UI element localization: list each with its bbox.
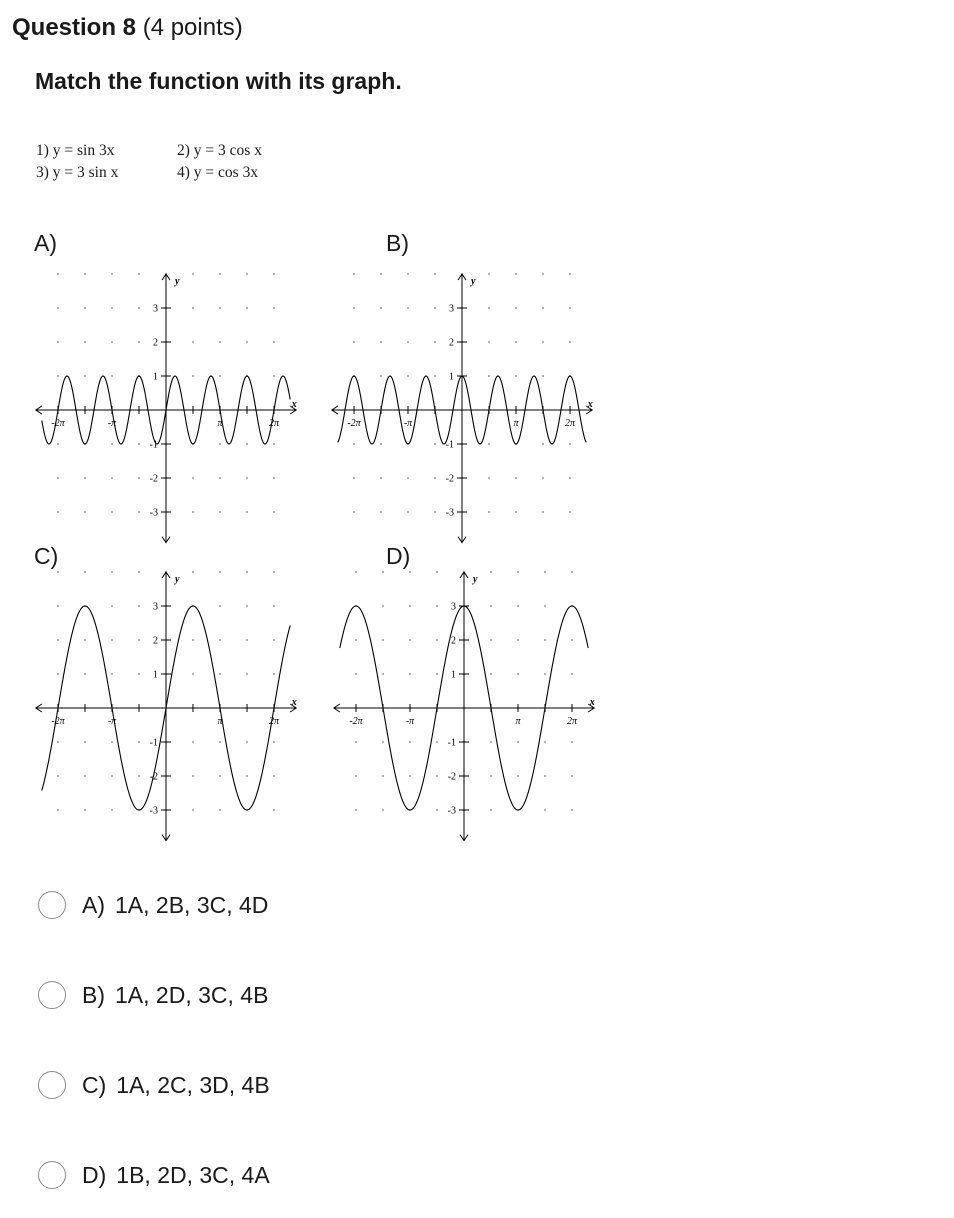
grid-dot bbox=[517, 571, 519, 573]
x-tick-label: 2π bbox=[566, 716, 578, 727]
grid-dot bbox=[355, 639, 357, 641]
x-tick-label: 2π bbox=[268, 418, 280, 429]
y-tick-label: -2 bbox=[149, 771, 158, 783]
y-tick-label: -1 bbox=[445, 439, 454, 451]
grid-dot bbox=[544, 639, 546, 641]
grid-dot bbox=[382, 775, 384, 777]
y-tick-label: -1 bbox=[149, 439, 158, 451]
y-tick-label: -1 bbox=[149, 737, 158, 749]
grid-dot bbox=[409, 639, 411, 641]
y-tick-label: 2 bbox=[153, 635, 158, 647]
grid-dot bbox=[544, 809, 546, 811]
x-tick-label: -2π bbox=[51, 716, 65, 727]
y-tick-label: -1 bbox=[447, 737, 456, 749]
grid-dot bbox=[436, 605, 438, 607]
function-3: 3) y = 3 sin x bbox=[36, 164, 119, 181]
grid-dot bbox=[382, 571, 384, 573]
grid-dot bbox=[409, 775, 411, 777]
grid-dot bbox=[355, 673, 357, 675]
x-tick-label: -2π bbox=[51, 418, 65, 429]
y-tick-label: 3 bbox=[449, 303, 454, 315]
grid-dot bbox=[436, 571, 438, 573]
y-tick-label: -3 bbox=[149, 507, 158, 519]
x-tick-label: -π bbox=[403, 418, 413, 429]
y-tick-label: -2 bbox=[445, 473, 454, 485]
radio-button-d[interactable] bbox=[38, 1161, 66, 1189]
y-tick-label: 2 bbox=[449, 337, 454, 349]
option-letter: A) bbox=[82, 891, 105, 918]
grid-dot bbox=[409, 571, 411, 573]
y-tick-label: 2 bbox=[153, 337, 158, 349]
x-axis-label: x bbox=[587, 399, 593, 410]
option-text: 1A, 2B, 3C, 4D bbox=[115, 891, 269, 918]
grid-dot bbox=[490, 775, 492, 777]
grid-dot bbox=[436, 741, 438, 743]
y-tick-label: 2 bbox=[451, 635, 456, 647]
grid-dot bbox=[382, 741, 384, 743]
x-tick-label: 2π bbox=[268, 716, 280, 727]
option-text: 1A, 2D, 3C, 4B bbox=[115, 981, 269, 1008]
graph-b-label: B) bbox=[386, 230, 409, 256]
x-tick-label: 2π bbox=[564, 418, 576, 429]
grid-dot bbox=[355, 741, 357, 743]
grid-dot bbox=[382, 673, 384, 675]
answer-option-d[interactable] bbox=[38, 1158, 270, 1192]
grid-dot bbox=[571, 673, 573, 675]
x-tick-label: -π bbox=[107, 716, 117, 727]
answer-option-c[interactable] bbox=[38, 1068, 270, 1102]
grid-dot bbox=[490, 605, 492, 607]
radio-button-b[interactable] bbox=[38, 981, 66, 1009]
grid-dot bbox=[544, 741, 546, 743]
y-tick-label: -3 bbox=[149, 805, 158, 817]
x-tick-label: -π bbox=[405, 716, 415, 727]
y-tick-label: 3 bbox=[451, 601, 456, 613]
option-letter: B) bbox=[82, 981, 105, 1008]
x-axis-label: x bbox=[589, 697, 595, 708]
function-2: 2) y = 3 cos x bbox=[177, 142, 262, 159]
y-axis-label: y bbox=[473, 574, 478, 585]
y-tick-label: 1 bbox=[153, 669, 158, 681]
grid-dot bbox=[436, 673, 438, 675]
x-tick-label: π bbox=[217, 418, 223, 429]
question-prompt: Match the function with its graph. bbox=[35, 68, 402, 94]
question-number: Question 8 bbox=[12, 14, 137, 41]
graph-a-label: A) bbox=[34, 230, 57, 256]
y-tick-label: 1 bbox=[451, 669, 456, 681]
y-tick-label: 3 bbox=[153, 303, 158, 315]
function-4: 4) y = cos 3x bbox=[177, 164, 259, 181]
grid-dot bbox=[490, 673, 492, 675]
grid-dot bbox=[490, 639, 492, 641]
grid-dot bbox=[544, 571, 546, 573]
grid-dot bbox=[382, 605, 384, 607]
y-tick-label: 1 bbox=[153, 371, 158, 383]
radio-button-a[interactable] bbox=[38, 891, 66, 919]
grid-dot bbox=[517, 741, 519, 743]
graph-d-label: D) bbox=[386, 543, 411, 569]
grid-dot bbox=[544, 775, 546, 777]
grid-dot bbox=[517, 673, 519, 675]
y-tick-label: -2 bbox=[447, 771, 456, 783]
grid-dot bbox=[436, 809, 438, 811]
option-letter: C) bbox=[82, 1071, 107, 1098]
grid-dot bbox=[490, 571, 492, 573]
grid-dot bbox=[544, 605, 546, 607]
question-points: (4 points) bbox=[142, 14, 243, 41]
y-tick-label: -3 bbox=[447, 805, 456, 817]
grid-dot bbox=[409, 673, 411, 675]
option-text: 1A, 2C, 3D, 4B bbox=[116, 1071, 270, 1098]
y-tick-label: 3 bbox=[153, 601, 158, 613]
x-tick-label: -2π bbox=[347, 418, 361, 429]
grid-dot bbox=[409, 605, 411, 607]
grid-dot bbox=[382, 809, 384, 811]
x-tick-label: π bbox=[513, 418, 519, 429]
radio-button-c[interactable] bbox=[38, 1071, 66, 1099]
grid-dot bbox=[571, 775, 573, 777]
option-letter: D) bbox=[82, 1161, 107, 1188]
x-tick-label: -π bbox=[107, 418, 117, 429]
x-axis-label: x bbox=[291, 697, 297, 708]
grid-dot bbox=[571, 571, 573, 573]
y-axis-label: y bbox=[175, 276, 180, 287]
answer-option-b[interactable] bbox=[38, 978, 268, 1012]
function-1: 1) y = sin 3x bbox=[36, 142, 115, 159]
grid-dot bbox=[490, 809, 492, 811]
y-tick-label: -3 bbox=[445, 507, 454, 519]
option-text: 1B, 2D, 3C, 4A bbox=[116, 1161, 270, 1188]
grid-dot bbox=[436, 775, 438, 777]
y-axis-label: y bbox=[175, 574, 180, 585]
grid-dot bbox=[571, 639, 573, 641]
grid-dot bbox=[355, 571, 357, 573]
grid-dot bbox=[436, 639, 438, 641]
y-tick-label: 1 bbox=[449, 371, 454, 383]
graph-c-label: C) bbox=[34, 543, 59, 569]
grid-dot bbox=[571, 809, 573, 811]
x-tick-label: π bbox=[217, 716, 223, 727]
grid-dot bbox=[517, 605, 519, 607]
y-axis-label: y bbox=[471, 276, 476, 287]
grid-dot bbox=[490, 741, 492, 743]
grid-dot bbox=[517, 639, 519, 641]
grid-dot bbox=[409, 741, 411, 743]
grid-dot bbox=[544, 673, 546, 675]
x-axis-label: x bbox=[291, 399, 297, 410]
grid-dot bbox=[382, 639, 384, 641]
grid-dot bbox=[355, 775, 357, 777]
x-tick-label: π bbox=[515, 716, 521, 727]
grid-dot bbox=[355, 809, 357, 811]
y-tick-label: -2 bbox=[149, 473, 158, 485]
answer-option-a[interactable] bbox=[38, 888, 268, 922]
x-tick-label: -2π bbox=[349, 716, 363, 727]
grid-dot bbox=[571, 741, 573, 743]
grid-dot bbox=[517, 775, 519, 777]
